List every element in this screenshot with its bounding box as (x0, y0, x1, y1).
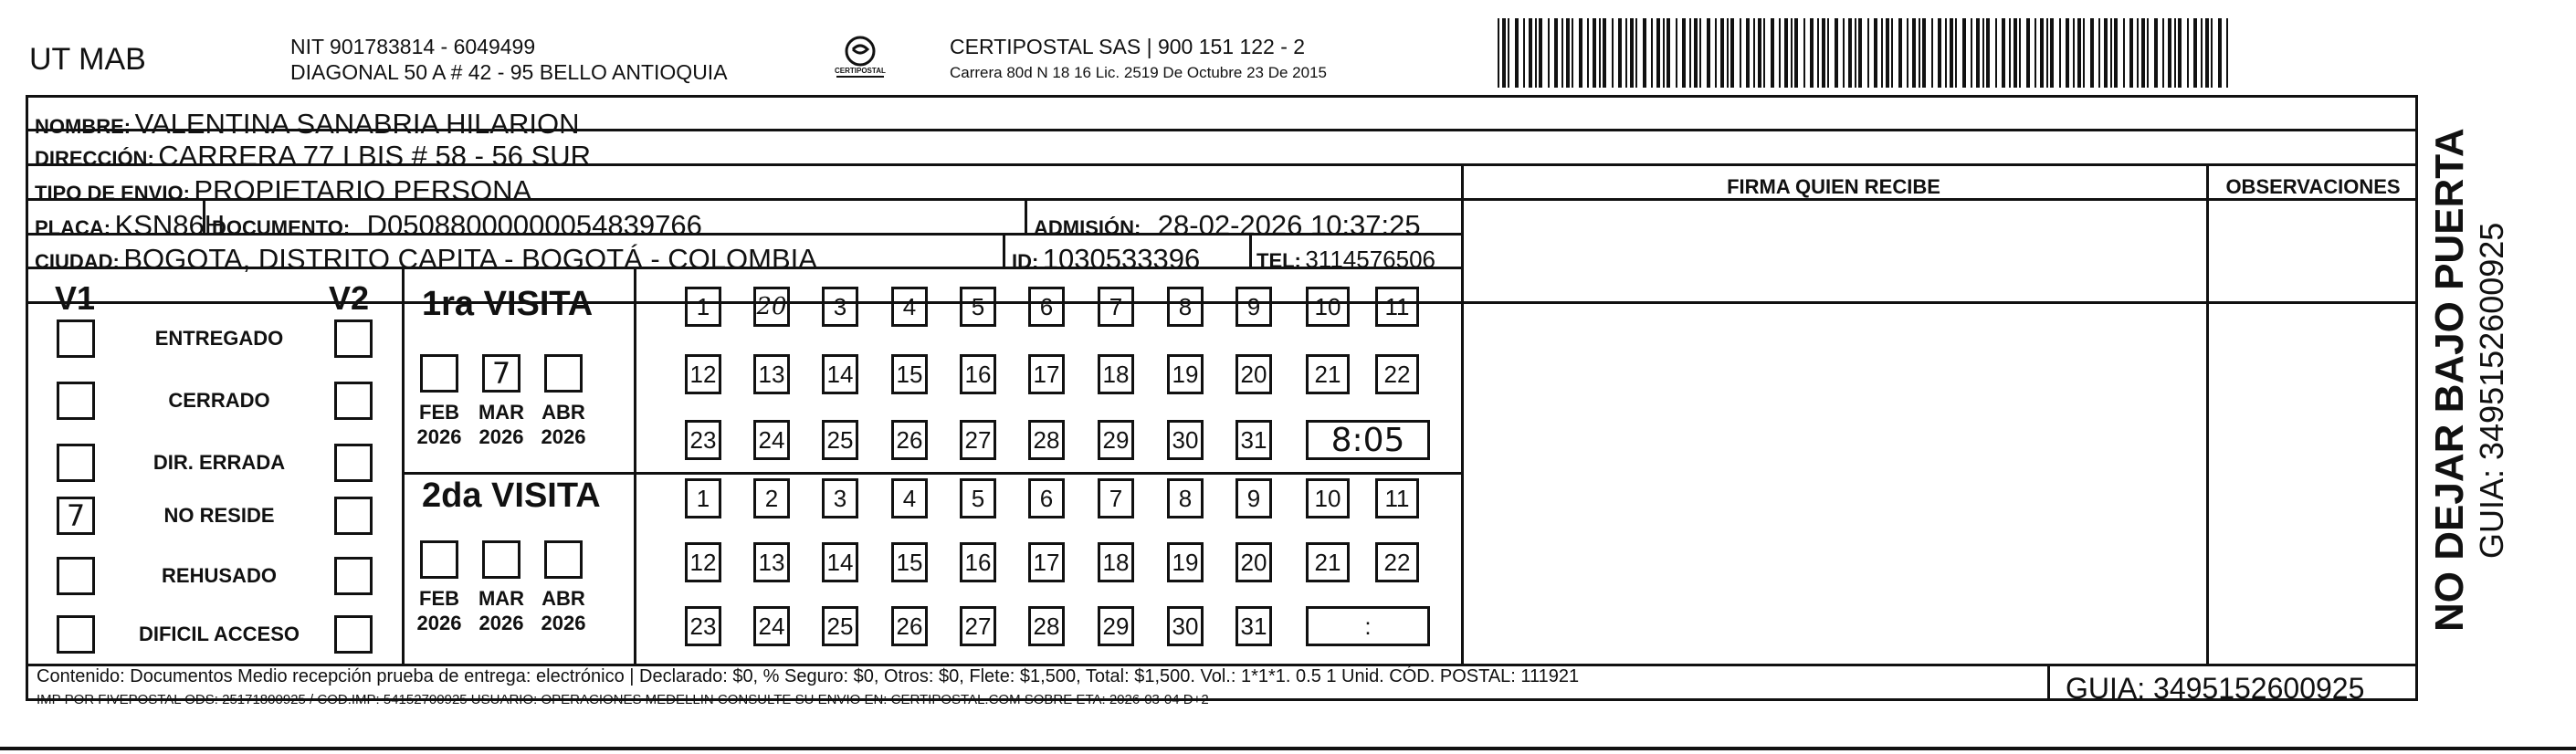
courier-name: CERTIPOSTAL SAS | 900 151 122 - 2 (950, 35, 1306, 58)
second-visit-day-4[interactable]: 4 (891, 478, 928, 518)
second-visit-day-10[interactable]: 10 (1306, 478, 1350, 518)
status-label: NO RESIDE (163, 504, 275, 527)
v1-label: V1 (55, 279, 96, 317)
first-visit-day-23[interactable]: 23 (685, 420, 721, 460)
tel-label: TEL: (1256, 249, 1301, 272)
side-guide: GUIA: 3495152600925 (2473, 222, 2510, 559)
city-label: CIUDAD: (35, 250, 120, 273)
type-row (35, 174, 531, 207)
first-visit-time-field[interactable]: 8:05 (1306, 420, 1430, 460)
second-visit-day-22[interactable]: 22 (1375, 542, 1419, 582)
month-year: 2026 (541, 612, 586, 634)
address-label: DIRECCIÓN: (35, 147, 154, 170)
print-info: IMP POR FIVEPOSTAL ODS: 25171800925 / COD.IMP: 54152700925 USUARIO: OPERACIONES MEDELLIN CONSULTE SU ENVIO EN: CERTIPOSTAL.COM SOBRE ETA: 2026-03-04 D+2 (37, 692, 1209, 707)
certipostal-logo-icon (833, 33, 888, 88)
first-visit-day-17[interactable]: 17 (1028, 354, 1065, 394)
sender-nit: NIT 901783814 - 6049499 (290, 35, 536, 58)
v1-checkbox[interactable] (57, 557, 95, 595)
v1-checkbox[interactable] (57, 382, 95, 420)
first-visit-day-14[interactable]: 14 (822, 354, 858, 394)
second-visit-day-27[interactable]: 27 (960, 606, 996, 646)
status-label: CERRADO (168, 389, 270, 412)
first-visit-day-31[interactable]: 31 (1235, 420, 1272, 460)
month-checkbox[interactable] (544, 540, 583, 579)
month-label (412, 400, 467, 449)
sender-name: UT MAB (29, 42, 146, 77)
second-visit-day-24[interactable]: 24 (753, 606, 790, 646)
second-visit-day-12[interactable]: 12 (685, 542, 721, 582)
second-visit-day-7[interactable]: 7 (1098, 478, 1134, 518)
plate-value: KSN86H (114, 209, 226, 241)
v2-checkbox[interactable] (334, 444, 373, 482)
footer-guide: GUIA: 3495152600925 (2066, 672, 2365, 705)
first-visit-day-30[interactable]: 30 (1167, 420, 1204, 460)
name-row (35, 108, 580, 141)
second-visit-day-23[interactable]: 23 (685, 606, 721, 646)
first-visit-day-27[interactable]: 27 (960, 420, 996, 460)
first-visit-day-29[interactable]: 29 (1098, 420, 1134, 460)
v2-checkbox[interactable] (334, 615, 373, 654)
second-visit-day-15[interactable]: 15 (891, 542, 928, 582)
month-year: 2026 (478, 612, 524, 634)
first-visit-day-10[interactable]: 10 (1306, 287, 1350, 327)
month-name: MAR (478, 587, 525, 610)
v1-checkbox[interactable]: 7 (57, 497, 95, 535)
month-checkbox[interactable] (420, 354, 458, 393)
courier-license: Carrera 80d N 18 16 Lic. 2519 De Octubre 23 De 2015 (950, 64, 1327, 81)
second-visit-time-field[interactable]: : (1306, 606, 1430, 646)
month-name: ABR (541, 587, 585, 610)
second-visit-day-28[interactable]: 28 (1028, 606, 1065, 646)
admission-label: ADMISIÓN: (1034, 216, 1141, 239)
month-label (536, 400, 591, 449)
city-cell (35, 243, 817, 276)
first-visit-day-4[interactable]: 4 (891, 287, 928, 327)
first-visit-day-22[interactable]: 22 (1375, 354, 1419, 394)
barcode-icon (1498, 18, 2228, 88)
month-name: ABR (541, 401, 585, 424)
admission-value: 28-02-2026 10:37:25 (1157, 209, 1421, 241)
recipient-name: VALENTINA SANABRIA HILARION (134, 108, 580, 140)
admission-cell (1034, 209, 1421, 242)
first-visit-day-11[interactable]: 11 (1375, 287, 1419, 327)
type-label: TIPO DE ENVIO: (35, 182, 190, 204)
month-year: 2026 (541, 425, 586, 448)
month-name: FEB (419, 587, 459, 610)
document-value: D05088000000054839766 (366, 209, 702, 241)
first-visit-day-13[interactable]: 13 (753, 354, 790, 394)
status-label: REHUSADO (162, 564, 277, 587)
v2-checkbox[interactable] (334, 319, 373, 358)
plate-label: PLACA: (35, 216, 111, 239)
first-visit-day-15[interactable]: 15 (891, 354, 928, 394)
month-year: 2026 (416, 425, 462, 448)
first-visit-day-24[interactable]: 24 (753, 420, 790, 460)
first-visit-day-28[interactable]: 28 (1028, 420, 1065, 460)
document-cell (212, 209, 702, 242)
second-visit-day-25[interactable]: 25 (822, 606, 858, 646)
observations-header: OBSERVACIONES (2225, 175, 2401, 198)
first-visit-title: 1ra VISITA (422, 285, 594, 323)
month-name: FEB (419, 401, 459, 424)
month-name: MAR (478, 401, 525, 424)
second-visit-day-5[interactable]: 5 (960, 478, 996, 518)
second-visit-day-2[interactable]: 2 (753, 478, 790, 518)
signature-header: FIRMA QUIEN RECIBE (1727, 175, 1940, 198)
bottom-rule (0, 747, 2576, 750)
first-visit-day-26[interactable]: 26 (891, 420, 928, 460)
second-visit-day-18[interactable]: 18 (1098, 542, 1134, 582)
second-visit-day-21[interactable]: 21 (1306, 542, 1350, 582)
v2-label: V2 (329, 279, 370, 317)
first-visit-day-21[interactable]: 21 (1306, 354, 1350, 394)
first-visit-day-25[interactable]: 25 (822, 420, 858, 460)
no-under-door-warning: NO DEJAR BAJO PUERTA (2427, 128, 2472, 632)
month-checkbox[interactable] (420, 540, 458, 579)
second-visit-day-17[interactable]: 17 (1028, 542, 1065, 582)
month-checkbox[interactable]: 7 (482, 354, 520, 393)
name-label: NOMBRE: (35, 115, 131, 138)
second-visit-day-6[interactable]: 6 (1028, 478, 1065, 518)
first-visit-day-8[interactable]: 8 (1167, 287, 1204, 327)
second-visit-day-20[interactable]: 20 (1235, 542, 1272, 582)
v1-checkbox[interactable] (57, 319, 95, 358)
first-visit-day-19[interactable]: 19 (1167, 354, 1204, 394)
tel-value: 3114576506 (1305, 246, 1436, 273)
second-visit-day-14[interactable]: 14 (822, 542, 858, 582)
second-visit-day-8[interactable]: 8 (1167, 478, 1204, 518)
second-visit-day-1[interactable]: 1 (685, 478, 721, 518)
v2-checkbox[interactable] (334, 382, 373, 420)
second-visit-day-3[interactable]: 3 (822, 478, 858, 518)
id-cell (1012, 243, 1200, 276)
second-visit-day-11[interactable]: 11 (1375, 478, 1419, 518)
month-year: 2026 (416, 612, 462, 634)
second-visit-day-26[interactable]: 26 (891, 606, 928, 646)
second-visit-day-31[interactable]: 31 (1235, 606, 1272, 646)
month-label (536, 586, 591, 635)
month-label (412, 586, 467, 635)
second-visit-day-9[interactable]: 9 (1235, 478, 1272, 518)
document-label: DOCUMENTO: (212, 216, 351, 239)
city-value: BOGOTA, DISTRITO CAPITA - BOGOTÁ - COLOMBIA (123, 243, 817, 275)
first-visit-day-12[interactable]: 12 (685, 354, 721, 394)
id-label: ID: (1012, 250, 1039, 273)
v2-checkbox[interactable] (334, 557, 373, 595)
sender-address: DIAGONAL 50 A # 42 - 95 BELLO ANTIOQUIA (290, 60, 728, 84)
first-visit-day-5[interactable]: 5 (960, 287, 996, 327)
status-label: DIFICIL ACCESO (138, 623, 300, 645)
logo-text: CERTIPOSTAL (835, 67, 886, 75)
second-visit-day-19[interactable]: 19 (1167, 542, 1204, 582)
month-checkbox[interactable] (482, 540, 520, 579)
month-year: 2026 (478, 425, 524, 448)
month-label (474, 400, 529, 449)
first-visit-day-9[interactable]: 9 (1235, 287, 1272, 327)
id-value: 1030533396 (1042, 243, 1201, 275)
status-label: DIR. ERRADA (152, 451, 286, 474)
v1-checkbox[interactable] (57, 444, 95, 482)
first-visit-day-3[interactable]: 3 (822, 287, 858, 327)
first-visit-day-20[interactable]: 20 (1235, 354, 1272, 394)
second-visit-day-16[interactable]: 16 (960, 542, 996, 582)
second-visit-title: 2da VISITA (422, 476, 601, 515)
tel-cell (1256, 246, 1435, 274)
shipment-type: PROPIETARIO PERSONA (194, 174, 532, 206)
recipient-address: CARRERA 77 I BIS # 58 - 56 SUR (158, 140, 592, 172)
first-visit-day-18[interactable]: 18 (1098, 354, 1134, 394)
contents-info: Contenido: Documentos Medio recepción prueba de entrega: electrónico | Declarado: $0, % Seguro: $0, Otros: $0, Flete: $1,500, Total: $1,500. Vol.: 1*1*1. 0.5 1 Unid. CÓD. POSTAL: 111921 (37, 666, 1580, 686)
month-label (474, 586, 529, 635)
first-visit-day-2[interactable]: 20 (753, 287, 790, 327)
month-checkbox[interactable] (544, 354, 583, 393)
address-row (35, 140, 591, 173)
second-visit-day-13[interactable]: 13 (753, 542, 790, 582)
second-visit-day-29[interactable]: 29 (1098, 606, 1134, 646)
v1-checkbox[interactable] (57, 615, 95, 654)
second-visit-day-30[interactable]: 30 (1167, 606, 1204, 646)
plate-cell (35, 209, 225, 242)
first-visit-day-1[interactable]: 1 (685, 287, 721, 327)
v2-checkbox[interactable] (334, 497, 373, 535)
status-label: ENTREGADO (154, 327, 284, 350)
first-visit-day-6[interactable]: 6 (1028, 287, 1065, 327)
first-visit-day-16[interactable]: 16 (960, 354, 996, 394)
first-visit-day-7[interactable]: 7 (1098, 287, 1134, 327)
